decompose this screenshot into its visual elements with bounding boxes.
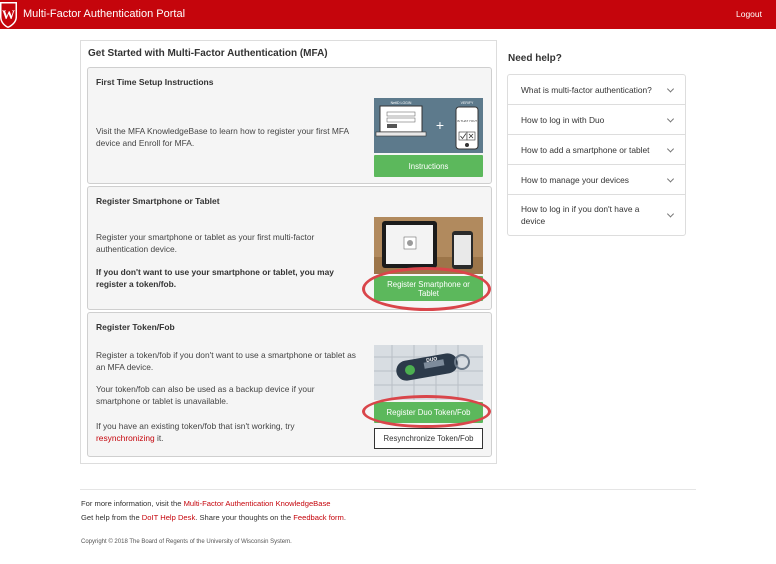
section-title: Register Token/Fob	[96, 322, 175, 332]
mfa-getting-started-panel	[80, 40, 497, 464]
section-title: First Time Setup Instructions	[96, 77, 214, 87]
help-item-no-device[interactable]	[508, 195, 685, 235]
feedback-form-link[interactable]: Feedback form	[293, 513, 344, 522]
knowledgebase-link[interactable]: Multi-Factor Authentication KnowledgeBase	[183, 499, 331, 508]
chevron-down-icon	[667, 85, 674, 92]
chevron-down-icon	[667, 175, 674, 182]
help-heading: Need help?	[508, 53, 562, 64]
logout-link[interactable]: Logout	[736, 9, 762, 19]
crest-letter: W	[2, 7, 15, 22]
resync-note-text: If you have an existing token/fob that isn't working, try	[96, 421, 295, 431]
plus-sign: +	[435, 117, 445, 133]
chevron-down-icon	[667, 210, 674, 217]
footer-text: Get help from the	[81, 513, 140, 522]
section-register-token	[87, 312, 492, 457]
token-fob-note: If you don't want to use your smartphone or tablet, you may register a token/fob.	[96, 267, 334, 289]
help-accordion	[507, 74, 686, 236]
help-desk-link[interactable]: DoIT Help Desk	[141, 513, 196, 522]
footer-divider	[80, 489, 696, 490]
footer-text: . Share your thoughts on the	[195, 513, 292, 522]
resynchronizing-link[interactable]: resynchronizing	[96, 433, 155, 443]
register-duo-token-button[interactable]: Register Duo Token/Fob	[374, 402, 483, 423]
section-register-smartphone	[87, 186, 492, 310]
section-description: Visit the MFA KnowledgeBase to learn how to register your first MFA device and Enroll for MFA.	[96, 126, 349, 148]
is-that-you-label: IS THAT YOU?	[456, 119, 478, 123]
instructions-button[interactable]: Instructions	[374, 155, 483, 177]
footer-text: .	[343, 513, 347, 522]
resync-note-end: it.	[156, 433, 164, 443]
help-item-what-is-mfa[interactable]	[508, 75, 685, 105]
copyright-notice: Copyright © 2018 The Board of Regents of the University of Wisconsin System.	[81, 539, 292, 545]
footer-text: For more information, visit the	[81, 499, 182, 508]
chevron-down-icon	[667, 145, 674, 152]
register-smartphone-button[interactable]: Register Smartphone or Tablet	[374, 276, 483, 301]
verify-label: VERIFY	[460, 101, 474, 105]
resync-note	[96, 420, 351, 444]
backup-description: Your token/fob can also be used as a backup device if your smartphone or tablet is unavailable.	[96, 384, 315, 406]
duo-token-label: DUO	[425, 356, 438, 364]
section-title: Register Smartphone or Tablet	[96, 196, 220, 206]
section-description: Register your smartphone or tablet as your first multi-factor authentication device.	[96, 232, 315, 254]
login-verify-illustration	[374, 98, 483, 153]
page-title: Get Started with Multi-Factor Authentication (MFA)	[88, 48, 328, 59]
top-header-bar	[0, 0, 776, 29]
help-item-label: What is multi-factor authentication?	[521, 84, 652, 95]
section-first-time-setup	[87, 67, 492, 184]
help-item-login-duo[interactable]	[508, 105, 685, 135]
uw-crest-logo[interactable]	[0, 0, 20, 29]
help-item-label: How to manage your devices	[521, 174, 629, 185]
resynchronize-token-button[interactable]: Resynchronize Token/Fob	[374, 428, 483, 449]
smartphone-tablet-photo	[374, 217, 483, 274]
duo-token-photo	[374, 345, 483, 400]
token-description: Register a token/fob if you don't want to use a smartphone or tablet as an MFA device.	[96, 350, 356, 372]
help-item-manage-devices[interactable]	[508, 165, 685, 195]
help-item-label: How to log in with Duo	[521, 114, 605, 125]
chevron-down-icon	[667, 115, 674, 122]
help-item-label: How to log in if you don't have a device	[521, 204, 640, 226]
app-title: Multi-Factor Authentication Portal	[23, 8, 186, 20]
footer-help-line	[81, 513, 346, 522]
help-item-add-smartphone[interactable]	[508, 135, 685, 165]
netid-login-label: NetID LOGIN	[390, 101, 412, 105]
help-item-label: How to add a smartphone or tablet	[521, 144, 650, 155]
footer-knowledgebase-line	[81, 499, 330, 508]
